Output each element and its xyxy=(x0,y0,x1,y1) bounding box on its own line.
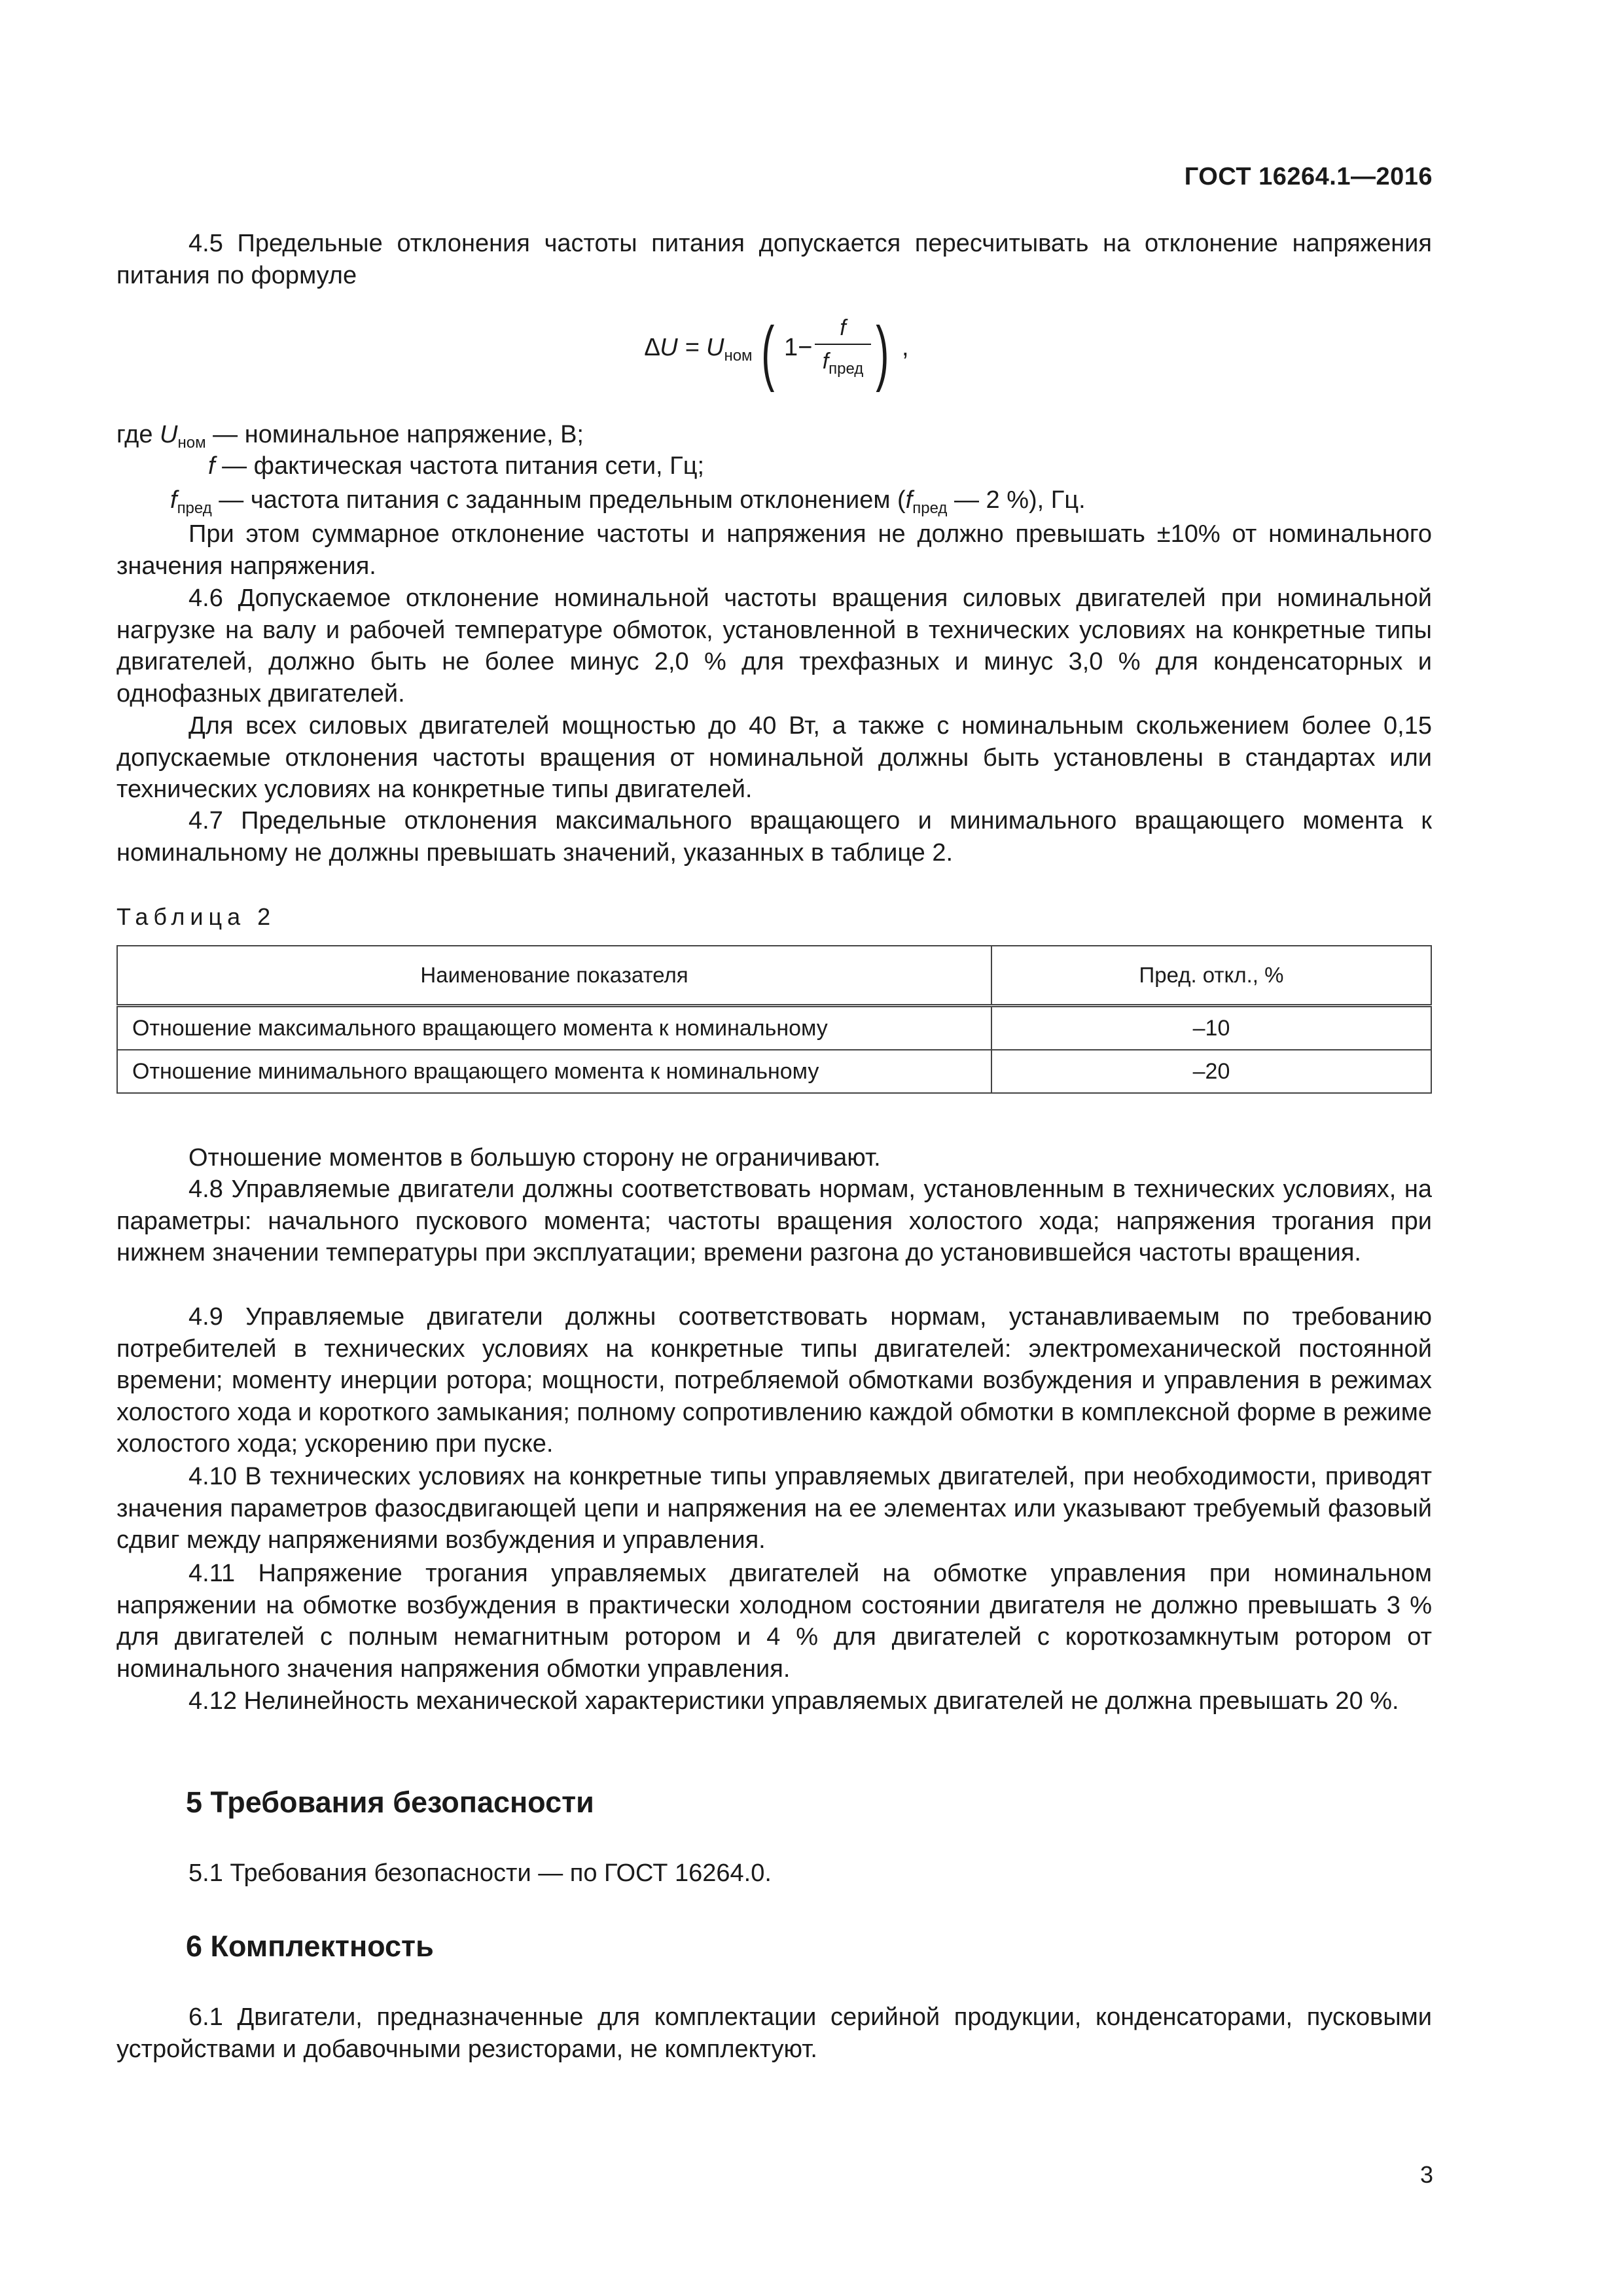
paragraph-4-7: 4.7 Предельные отклонения максимального вращающего и минимального вращающего момента к номинальному не должны превышать значений, указанных в таблице 2. xyxy=(116,807,1432,867)
formula-den-sub: пред xyxy=(829,360,864,378)
formula-left-paren: ( xyxy=(761,312,775,393)
where-3-sub-2: пред xyxy=(912,499,948,517)
table-header-indicator: Наименование показателя xyxy=(117,946,991,1006)
paragraph-ratio: Отношение моментов в большую сторону не ограничивают. xyxy=(188,1144,881,1172)
page-number: 3 xyxy=(1419,2161,1433,2188)
where-3-sub: пред xyxy=(177,499,212,517)
formula-right-paren: ) xyxy=(876,312,889,393)
where-line-3 xyxy=(170,484,1086,516)
paragraph-4-5: 4.5 Предельные отклонения частоты питания допускается пересчитывать на отклонение напряжения питания по формуле xyxy=(116,230,1432,289)
table-cell-value: –20 xyxy=(991,1050,1431,1093)
table-cell-value: –10 xyxy=(991,1006,1431,1050)
paragraph-4-12: 4.12 Нелинейность механической характеристики управляемых двигателей не должна превышать 20 %. xyxy=(188,1687,1399,1715)
where-line-2 xyxy=(208,450,704,482)
where-1-symbol: U xyxy=(160,421,178,448)
table-header-deviation: Пред. откл., % xyxy=(991,946,1431,1006)
section-5-heading: 5 Требования безопасности xyxy=(186,1785,594,1819)
formula-lhs xyxy=(645,334,753,365)
paragraph-total-deviation: При этом суммарное отклонение частоты и напряжения не должно превышать ±10% от номинального значения напряжения. xyxy=(116,520,1432,580)
formula-fraction-bar xyxy=(815,344,871,345)
paragraph-4-6: 4.6 Допускаемое отклонение номинальной частоты вращения силовых двигателей при номинальной нагрузке на валу и рабочей температуре обмоток, установленной в технических условиях на конкретные типы двигателей, должно быть не более минус 2,0 % для трехфазных и минус 3,0 % для конденсаторных и однофазных двигателей. xyxy=(116,584,1432,708)
where-2-symbol: f xyxy=(208,452,215,480)
where-1-sub: ном xyxy=(177,434,206,452)
table-2 xyxy=(116,945,1432,1094)
paragraph-4-11: 4.11 Напряжение трогания управляемых двигателей на обмотке управления при номинальном напряжении на обмотке возбуждения в практически холодном состоянии двигателя не должно превышать 3 % для двигателей с полным немагнитным ротором и 4 % для двигателей с короткозамкнутым ротором от номинального значения напряжения обмотки управления. xyxy=(116,1560,1432,1683)
paragraph-4-8: 4.8 Управляемые двигатели должны соответствовать нормам, установленным в технических условиях, на параметры: начального пускового момента; частоты вращения холостого хода; напряжения трогания при нижнем значении температуры при эксплуатации; времени разгона до установившейся частоты вращения. xyxy=(116,1175,1432,1266)
where-2-text: — фактическая частота питания сети, Гц; xyxy=(215,452,705,480)
table-cell-name: Отношение максимального вращающего момента к номинальному xyxy=(117,1006,991,1050)
section-6-heading: 6 Комплектность xyxy=(186,1929,434,1963)
formula-denominator xyxy=(815,349,871,378)
formula-numerator: f xyxy=(840,315,846,340)
paragraph-6-1: 6.1 Двигатели, предназначенные для комплектации серийной продукции, конденсаторами, пусковыми устройствами и добавочными резисторами, не комплектуют. xyxy=(116,2003,1432,2063)
table-cell-name: Отношение минимального вращающего момента к номинальному xyxy=(117,1050,991,1093)
standard-code-header: ГОСТ 16264.1—2016 xyxy=(1184,163,1433,190)
formula-lhs-text: ∆U = U xyxy=(645,334,724,361)
formula-lhs-sub: ном xyxy=(724,347,753,365)
where-3-text-a: — частота питания с заданным предельным отклонением ( xyxy=(211,486,906,514)
formula-one: 1− xyxy=(784,334,813,361)
paragraph-40w: Для всех силовых двигателей мощностью до 40 Вт, а также с номинальным скольжением более 0,15 допускаемые отклонения частоты вращения от номинальной должны быть установлены в стандартах или технических условиях на конкретные типы двигателей. xyxy=(116,712,1432,803)
formula-comma: , xyxy=(902,334,909,361)
voltage-deviation-formula xyxy=(645,302,919,401)
table-row xyxy=(117,1006,1431,1050)
paragraph-4-9: 4.9 Управляемые двигатели должны соответствовать нормам, устанавливаемым по требованию потребителей в технических условиях на конкретные типы двигателей: электромеханической постоянной времени; моменту инерции ротора; мощности, потребляемой обмотками возбуждения и управления в режимах холостого хода и короткого замыкания; полному сопротивлению каждой обмотки в комплексной форме в режиме холостого хода; ускорению при пуске. xyxy=(116,1303,1432,1458)
table-header-row xyxy=(117,946,1431,1006)
table-2-caption: Таблица 2 xyxy=(116,903,276,930)
where-prefix: где xyxy=(116,421,160,448)
paragraph-5-1: 5.1 Требования безопасности — по ГОСТ 16264.0. xyxy=(188,1859,772,1887)
where-3-symbol-2: f xyxy=(905,486,913,514)
where-line-1 xyxy=(116,419,584,450)
table-row xyxy=(117,1050,1431,1093)
formula-fraction xyxy=(815,315,871,378)
formula-den-symbol: f xyxy=(822,349,829,374)
where-3-symbol: f xyxy=(170,486,177,514)
where-1-text: — номинальное напряжение, В; xyxy=(205,421,584,448)
paragraph-4-10: 4.10 В технических условиях на конкретные типы управляемых двигателей, при необходимости, приводят значения параметров фазосдвигающей цепи и напряжения на ее элементах или указывают требуемый фазовый сдвиг между напряжениями возбуждения и управления. xyxy=(116,1463,1432,1554)
where-3-text-b: — 2 %), Гц. xyxy=(947,486,1086,514)
